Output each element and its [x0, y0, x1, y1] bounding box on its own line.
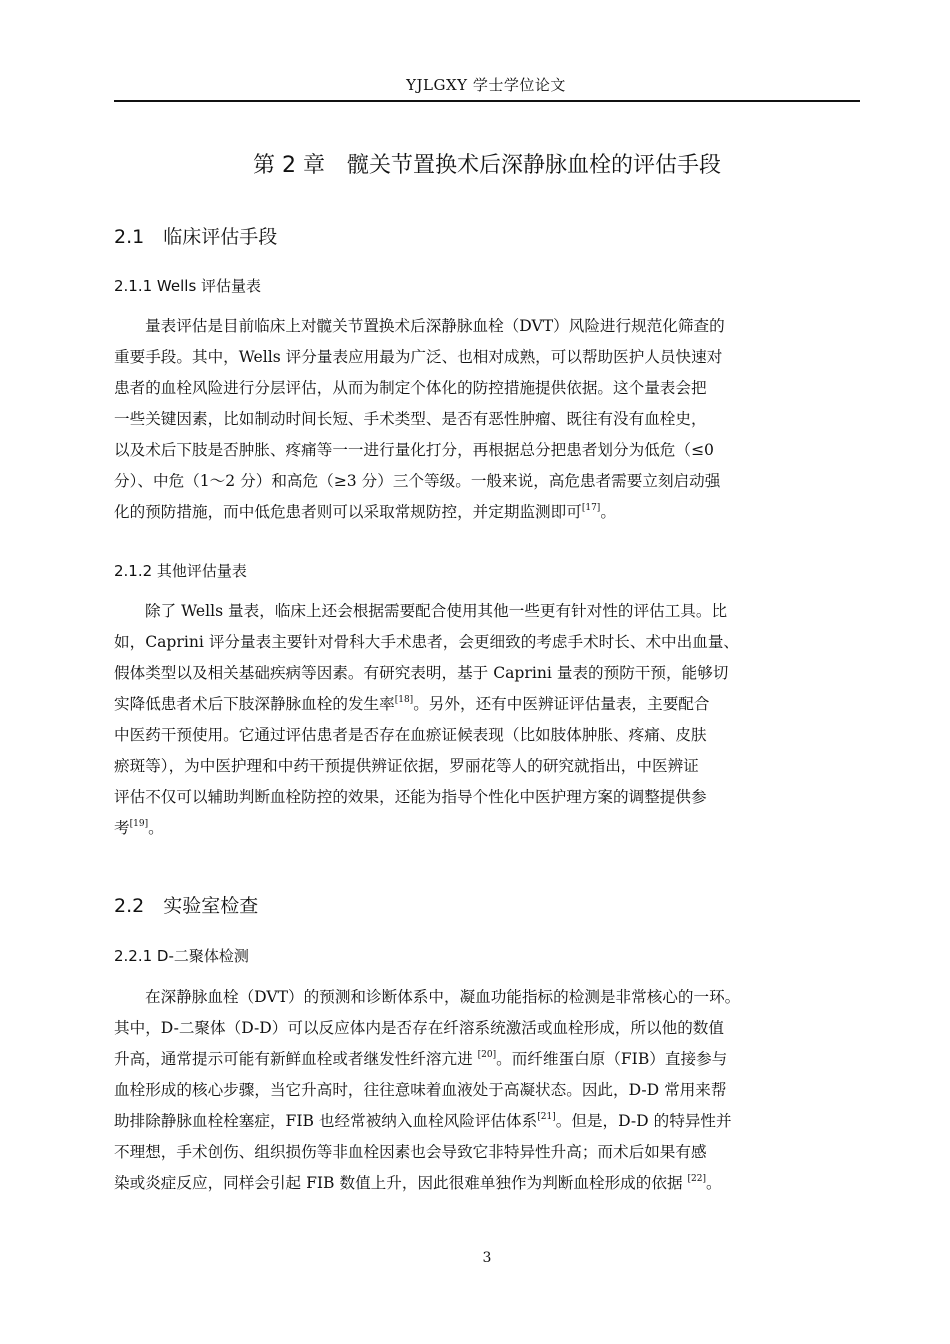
citation: [20]	[477, 1050, 497, 1060]
header-rule	[114, 100, 860, 102]
section-heading-2-1: 2.1 临床评估手段	[114, 226, 278, 248]
paragraph-other-scales	[114, 596, 862, 844]
text-line: 重要手段。其中，Wells 评分量表应用最为广泛、也相对成熟，可以帮助医护人员快速对	[114, 348, 723, 366]
citation: [22]	[687, 1174, 706, 1184]
citation: [19]	[129, 819, 149, 829]
text-line: 化的预防措施，而中低危患者则可以采取常规防控，并定期监测即可[17]。	[114, 503, 616, 521]
text-line: 血栓形成的核心步骤，当它升高时，往往意味着血液处于高凝状态。因此，D-D 常用来帮	[114, 1081, 727, 1099]
text-line: 中医药干预使用。它通过评估患者是否存在血瘀证候表现（比如肢体肿胀、疼痛、皮肤	[114, 726, 707, 744]
text-line: 实降低患者术后下肢深静脉血栓的发生率[18]。另外，还有中医辨证评估量表，主要配合	[114, 695, 710, 713]
text-line: 不理想，手术创伤、组织损伤等非血栓因素也会导致它非特异性升高；而术后如果有感	[114, 1143, 707, 1161]
paragraph-d-dimer	[114, 982, 862, 1199]
text-line: 在深静脉血栓（DVT）的预测和诊断体系中，凝血功能指标的检测是非常核心的一环。	[145, 988, 741, 1006]
text-line: 染或炎症反应，同样会引起 FIB 数值上升，因此很难单独作为判断血栓形成的依据 [22]。	[114, 1174, 722, 1192]
text-line: 假体类型以及相关基础疾病等因素。有研究表明，基于 Caprini 量表的预防干预，能够切	[114, 664, 729, 682]
text-line: 分）、中危（1～2 分）和高危（≥3 分）三个等级。一般来说，高危患者需要立刻启动强	[114, 472, 721, 490]
citation: [21]	[537, 1112, 556, 1122]
paragraph-wells	[114, 311, 862, 528]
page-number: 3	[482, 1250, 492, 1266]
text-line: 助排除静脉血栓栓塞症，FIB 也经常被纳入血栓风险评估体系[21]。但是，D-D 的特异性并	[114, 1112, 732, 1130]
text-line: 如，Caprini 评分量表主要针对骨科大手术患者，会更细致的考虑手术时长、术中出血量、	[114, 633, 740, 651]
text-line: 量表评估是目前临床上对髋关节置换术后深静脉血栓（DVT）风险进行规范化筛查的	[145, 317, 725, 335]
text-line: 升高，通常提示可能有新鲜血栓或者继发性纤溶亢进 [20]。而纤维蛋白原（FIB）直接参与	[114, 1050, 728, 1068]
subsection-heading-2-2-1: 2.2.1 D-二聚体检测	[114, 947, 249, 965]
text-line: 以及术后下肢是否肿胀、疼痛等一一进行量化打分，再根据总分把患者划分为低危（≤0	[114, 441, 714, 459]
page-header: YJLGXY 学士学位论文	[406, 76, 566, 94]
text-line: 其中，D-二聚体（D-D）可以反应体内是否存在纤溶系统激活或血栓形成，所以他的数值	[114, 1019, 724, 1037]
chapter-title: 第 2 章 髋关节置换术后深静脉血栓的评估手段	[253, 153, 721, 178]
citation: [17]	[581, 503, 601, 513]
text-line: 考[19]。	[114, 819, 164, 837]
text-line: 除了 Wells 量表，临床上还会根据需要配合使用其他一些更有针对性的评估工具。比	[145, 602, 728, 620]
text-line: 评估不仅可以辅助判断血栓防控的效果，还能为指导个性化中医护理方案的调整提供参	[114, 788, 707, 806]
subsection-heading-2-1-2: 2.1.2 其他评估量表	[114, 562, 247, 580]
citation: [18]	[394, 695, 414, 705]
section-heading-2-2: 2.2 实验室检查	[114, 895, 259, 917]
subsection-heading-2-1-1: 2.1.1 Wells 评估量表	[114, 277, 262, 295]
text-line: 一些关键因素，比如制动时间长短、手术类型、是否有恶性肿瘤、既往有没有血栓史，	[114, 410, 707, 428]
text-line: 瘀斑等），为中医护理和中药干预提供辨证依据，罗丽花等人的研究就指出，中医辨证	[114, 757, 699, 775]
text-line: 患者的血栓风险进行分层评估，从而为制定个体化的防控措施提供依据。这个量表会把	[114, 379, 707, 397]
